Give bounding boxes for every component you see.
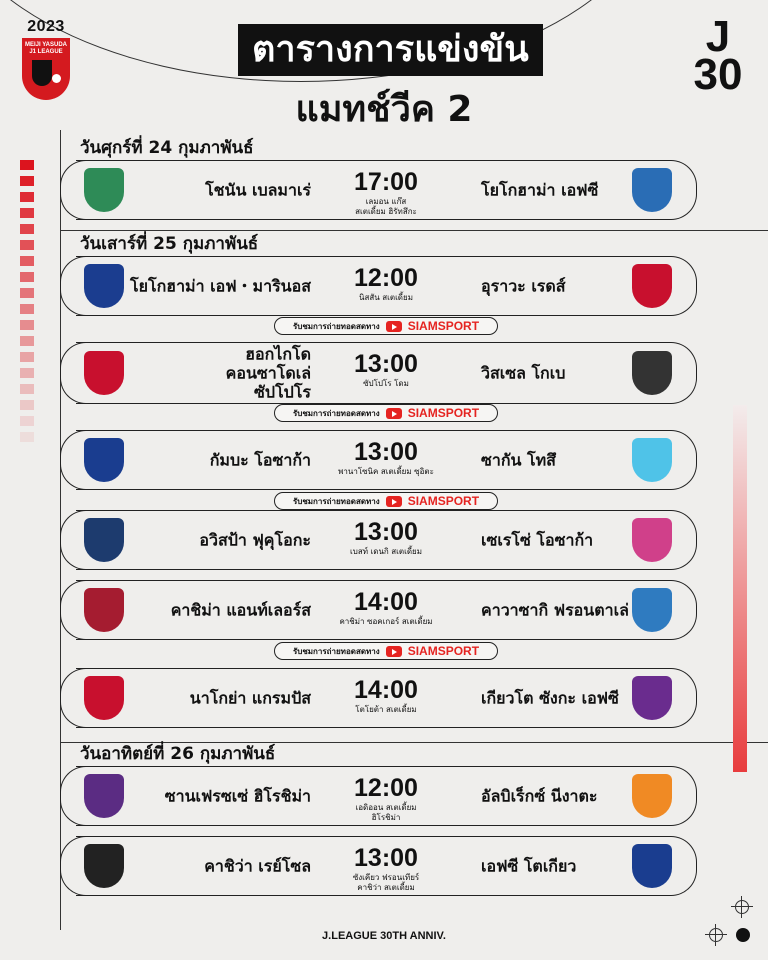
away-team-crest-icon (632, 264, 672, 308)
match-card (76, 256, 697, 316)
venue: เอดิออน สเตเดี้ยม ฮิโรชิม่า (355, 803, 417, 822)
match-info (326, 167, 446, 217)
ladder-step (20, 304, 34, 314)
kickoff-time: 14:00 (354, 588, 418, 616)
live-stream-banner[interactable] (274, 642, 498, 660)
ladder-step (20, 256, 34, 266)
kickoff-time: 14:00 (354, 676, 418, 704)
venue: ซัปโปโร โดม (363, 379, 409, 388)
home-team-crest-icon (84, 518, 124, 562)
away-team-name: โยโกฮาม่า เอฟซี (481, 180, 599, 200)
ladder-step (20, 320, 34, 330)
away-team-crest-icon (632, 676, 672, 720)
live-label: รับชมการถ่ายทอดสดทาง (292, 646, 380, 656)
ladder-step (20, 336, 34, 346)
home-team-crest-icon (84, 168, 124, 212)
ladder-step (20, 224, 34, 234)
match-card (76, 836, 697, 896)
kickoff-time: 13:00 (354, 438, 418, 466)
kickoff-time: 13:00 (354, 350, 418, 378)
venue: ซังเคียว ฟรอนเทียร์ คาชิว่า สเตเดี้ยม (352, 873, 420, 892)
venue: โตโยต้า สเตเดี้ยม (355, 705, 417, 714)
away-team-crest-icon (632, 518, 672, 562)
broadcaster-name: SIAMSPORT (407, 494, 480, 508)
home-team-crest-icon (84, 774, 124, 818)
live-label: รับชมการถ่ายทอดสดทาง (292, 496, 380, 506)
broadcaster-name: SIAMSPORT (407, 319, 480, 333)
kickoff-time: 13:00 (354, 518, 418, 546)
live-stream-banner[interactable] (274, 492, 498, 510)
kickoff-time: 17:00 (354, 168, 418, 196)
ladder-step (20, 368, 34, 378)
day-label: วันอาทิตย์ที่ 26 กุมภาพันธ์ (80, 744, 276, 764)
match-info (326, 843, 446, 893)
match-card (76, 342, 697, 404)
ladder-step (20, 384, 34, 394)
match-info (326, 263, 446, 303)
away-team-crest-icon (632, 438, 672, 482)
away-team-crest-icon (632, 351, 672, 395)
match-info (326, 675, 446, 715)
youtube-icon (386, 321, 402, 332)
ladder-step (20, 416, 34, 426)
home-team-crest-icon (84, 264, 124, 308)
ladder-step (20, 192, 34, 202)
live-stream-banner[interactable] (274, 317, 498, 335)
ladder-step (20, 176, 34, 186)
dot-icon (736, 928, 750, 942)
ladder-step (20, 208, 34, 218)
kickoff-time: 12:00 (354, 264, 418, 292)
match-info (326, 587, 446, 627)
day-label: วันเสาร์ที่ 25 กุมภาพันธ์ (80, 234, 259, 254)
away-team-name: อุราวะ เรดส์ (481, 276, 566, 296)
ladder-step (20, 240, 34, 250)
crosshair-icon (735, 900, 749, 914)
ladder-step (20, 432, 34, 442)
home-team-name: โยโกฮาม่า เอฟ・มารินอส (130, 276, 311, 296)
match-info (326, 517, 446, 557)
kickoff-time: 13:00 (354, 844, 418, 872)
away-team-name: เอฟซี โตเกียว (481, 856, 577, 876)
match-info (326, 349, 446, 389)
match-info (326, 773, 446, 823)
broadcaster-name: SIAMSPORT (407, 406, 480, 420)
away-team-crest-icon (632, 774, 672, 818)
crosshair-icon (709, 928, 723, 942)
page-subtitle: แมทช์วีค 2 (295, 89, 473, 130)
match-card (76, 766, 697, 826)
broadcaster-name: SIAMSPORT (407, 644, 480, 658)
youtube-icon (386, 646, 402, 657)
home-team-name: คาชิม่า แอนท์เลอร์ส (170, 600, 311, 620)
decorative-gradient-bar (733, 405, 747, 772)
ladder-step (20, 400, 34, 410)
home-team-name: นาโกย่า แกรมปัส (189, 688, 311, 708)
home-team-crest-icon (84, 588, 124, 632)
home-team-name: อวิสป้า ฟุคุโอกะ (199, 530, 311, 550)
ladder-step (20, 272, 34, 282)
venue: นิสสัน สเตเดี้ยม (359, 293, 413, 302)
match-card (76, 430, 697, 490)
home-team-crest-icon (84, 351, 124, 395)
footer-text: J.LEAGUE 30TH ANNIV. (322, 930, 446, 942)
match-card (76, 510, 697, 570)
away-team-name: วิสเซล โกเบ (481, 363, 566, 383)
ladder-step (20, 352, 34, 362)
home-team-name: ฮอกไกโด คอนซาโดเล่ ซัปโปโร (225, 344, 311, 402)
home-team-crest-icon (84, 676, 124, 720)
home-team-name: โชนัน เบลมาเร่ (205, 180, 311, 200)
away-team-name: ซากัน โทสึ (481, 450, 556, 470)
home-team-name: กัมบะ โอซาก้า (209, 450, 311, 470)
venue: เบสท์ เดนกิ สเตเดี้ยม (350, 547, 422, 556)
away-team-name: อัลบิเร็กซ์ นีงาตะ (481, 786, 598, 806)
away-team-name: คาวาซากิ ฟรอนตาเล่ (481, 600, 629, 620)
home-team-crest-icon (84, 438, 124, 482)
away-team-crest-icon (632, 588, 672, 632)
away-team-crest-icon (632, 844, 672, 888)
live-label: รับชมการถ่ายทอดสดทาง (292, 408, 380, 418)
ladder-step (20, 288, 34, 298)
year-label: 2023 (27, 18, 65, 35)
match-card (76, 160, 697, 220)
away-team-name: เกียวโต ซังกะ เอฟซี (481, 688, 619, 708)
venue: พานาโซนิค สเตเดี้ยม ซุอิตะ (338, 467, 434, 476)
home-team-name: ซานเฟรซเซ่ ฮิโรชิม่า (164, 786, 311, 806)
match-card (76, 668, 697, 728)
match-card (76, 580, 697, 640)
venue: เลมอน แก๊ส สเตเดี้ยม ฮิรัทสึกะ (355, 197, 417, 216)
live-label: รับชมการถ่ายทอดสดทาง (292, 321, 380, 331)
j30-logo: J 30 (693, 12, 743, 99)
day-label: วันศุกร์ที่ 24 กุมภาพันธ์ (80, 138, 254, 158)
live-stream-banner[interactable] (274, 404, 498, 422)
venue: คาชิม่า ซอคเกอร์ สเตเดี้ยม (339, 617, 433, 626)
ladder-step (20, 160, 34, 170)
match-info (326, 437, 446, 477)
home-team-crest-icon (84, 844, 124, 888)
youtube-icon (386, 408, 402, 419)
kickoff-time: 12:00 (354, 774, 418, 802)
youtube-icon (386, 496, 402, 507)
away-team-crest-icon (632, 168, 672, 212)
home-team-name: คาชิว่า เรย์โซล (204, 856, 311, 876)
away-team-name: เซเรโซ่ โอซาก้า (481, 530, 594, 550)
league-text: MEIJI YASUDA J1 LEAGUE (24, 42, 67, 55)
page-title: ตารางการแข่งขัน (238, 24, 543, 76)
